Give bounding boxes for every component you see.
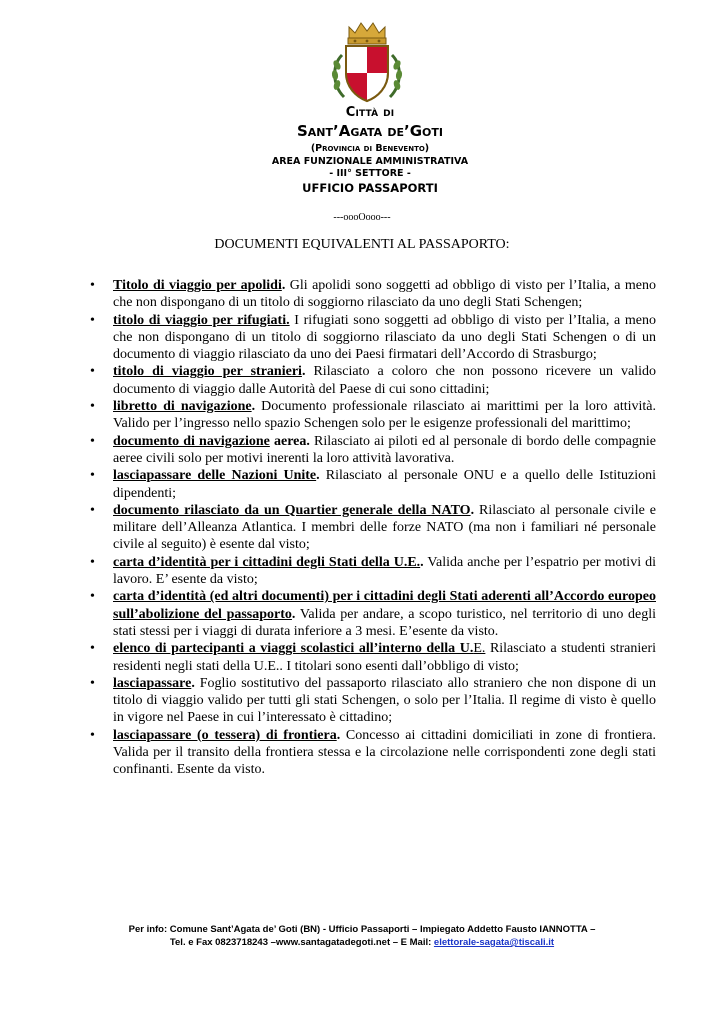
item-title: elenco di partecipanti a viaggi scolastici all’interno della U. <box>113 641 474 657</box>
item-text: Documento professionale rilasciato ai marittimi per la loro attività. Valido per l’ingresso nello spazio Schengen solo per le esigenze professionali del marittimo; <box>113 399 656 432</box>
footer-phone-web: Tel. e Fax 0823718243 –www.santagatadegoti.net – E Mail: <box>169 937 434 948</box>
item-title-tail: . <box>191 675 195 691</box>
item-title: lasciapassare delle Nazioni Unite <box>113 468 317 484</box>
item-text: Valida per andare, a scopo turistico, nel territorio di uno degli stati stessi per i viaggi di durata inferiore a 3 mesi. E’esente da visto. <box>113 606 656 639</box>
item-title: titolo di viaggio per stranieri <box>113 364 302 380</box>
item-title: lasciapassare (o tessera) di frontiera <box>113 727 337 743</box>
item-title-tail: . <box>301 364 306 380</box>
footer-phone-email-line <box>0 937 724 948</box>
item-title-tail: . <box>251 399 256 415</box>
city-name-line1: Città di <box>345 105 395 120</box>
item-text: Foglio sostitutivo del passaporto rilasciato allo straniero che non dispone di un titolo di viaggio valido per tutti gli stati Schengen, o solo per l’Italia. Il regime di visto è quello in vigore nel Paese in cui l’interessato è cittadino; <box>113 675 656 726</box>
item-text: Rilasciato a coloro che non possono ricevere un valido documento di viaggio dalle Autorità del Paese di cui sono cittadini; <box>113 364 656 397</box>
documents-list <box>90 277 656 779</box>
footer-contact-line: Per info: Comune Sant’Agata de’ Goti (BN) - Ufficio Passaporti – Impiegato Addetto Fausto IANNOTTA – <box>128 924 596 935</box>
item-title: titolo di viaggio per rifugiati. <box>113 312 290 328</box>
item-text: I rifugiati sono soggetti ad obbligo di visto per l’Italia, a meno che non dispongano di un titolo di soggiorno rilasciato da uno degli Stati Schengen o di un documento di viaggio rilasciato da uno dei Paesi firmatari dell’Accordo di Strasburgo; <box>113 312 657 363</box>
item-text: Gli apolidi sono soggetti ad obbligo di visto per l’Italia, a meno che non dispongano di un titolo di soggiorno rilasciato da uno degli Stati Schengen; <box>113 278 656 311</box>
item-title: documento di navigazione <box>113 433 270 449</box>
item-title-tail: . <box>291 606 296 622</box>
list-item <box>90 588 656 640</box>
item-text: Valida anche per l’espatrio per motivi di lavoro. E’ esente da visto; <box>113 554 656 588</box>
bullet-icon: • <box>90 675 95 691</box>
coat-of-arms-icon <box>330 15 404 109</box>
city-name-line2: Sant’Agata de’Goti <box>296 122 443 140</box>
item-title-tail: . <box>316 468 320 484</box>
item-title-tail: . <box>281 278 286 293</box>
bullet-icon: • <box>90 502 95 518</box>
item-text: Rilasciato ai piloti ed al personale di bordo delle compagnie aeree civili solo per motivi inerenti la loro attività lavorativa. <box>113 433 656 466</box>
item-text: Rilasciato a studenti stranieri residenti negli stati della U.E.. I titolari sono esenti dall’obbligo di visto; <box>113 641 656 674</box>
bullet-icon: • <box>90 364 95 380</box>
item-title-tail: . <box>470 502 475 518</box>
list-item <box>90 675 656 727</box>
item-title: carta d’identità (ed altri documenti) per i cittadini degli Stati aderenti all’Accordo europeo sull’abolizione del passaporto <box>113 589 656 622</box>
bullet-icon: • <box>90 589 95 605</box>
bullet-icon: • <box>90 554 95 570</box>
list-item <box>90 467 656 502</box>
item-title: carta d’identità per i cittadini degli Stati della U.E. <box>113 554 421 570</box>
bullet-icon: • <box>90 399 95 415</box>
item-title-tail: E. <box>473 641 486 657</box>
list-item <box>90 727 656 779</box>
bullet-icon: • <box>90 727 95 743</box>
item-title-tail: . <box>420 554 424 570</box>
bullet-icon: • <box>90 278 95 293</box>
item-title: lasciapassare <box>113 675 192 691</box>
list-item <box>90 554 656 589</box>
bullet-icon: • <box>90 641 95 657</box>
province-line: (Provincia di Benevento) <box>310 143 430 154</box>
item-title-tail: . <box>336 727 341 743</box>
item-text: Rilasciato al personale civile e militare dell’Alleanza Atlantica. I membri delle forze NATO (ma non i familiari né personale civile al seguito) è esente dal visto; <box>113 502 656 553</box>
bullet-icon: • <box>90 468 95 484</box>
sector-line: - III° SETTORE - <box>329 168 411 179</box>
list-item <box>90 398 656 433</box>
email-link[interactable]: elettorale-sagata@tiscali.it <box>433 937 555 948</box>
item-title: documento rilasciato da un Quartier generale della NATO <box>113 502 471 518</box>
item-text: Rilasciato al personale ONU e a quello delle Istituzioni dipendenti; <box>113 468 656 501</box>
list-item <box>90 433 656 468</box>
bullet-icon: • <box>90 312 95 328</box>
item-title-tail: aerea. <box>269 433 310 449</box>
bullet-icon: • <box>90 433 95 449</box>
list-item <box>90 640 656 675</box>
item-title: libretto di navigazione <box>113 399 252 415</box>
document-title: DOCUMENTI EQUIVALENTI AL PASSAPORTO: <box>214 237 510 252</box>
list-item <box>90 502 656 554</box>
list-item <box>90 363 656 398</box>
office-title: UFFICIO PASSAPORTI <box>302 181 438 195</box>
list-item <box>90 277 656 312</box>
area-line: AREA FUNZIONALE AMMINISTRATIVA <box>271 156 469 167</box>
item-title: Titolo di viaggio per apolidi <box>113 278 282 293</box>
separator: ---oooOooo--- <box>333 212 391 223</box>
list-item <box>90 312 656 364</box>
item-text: Concesso ai cittadini domiciliati in zone di frontiera. Valida per il transito della frontiera stessa e la circolazione nelle corrispondenti zone degli stati confinanti. Esente da visto. <box>113 727 657 778</box>
